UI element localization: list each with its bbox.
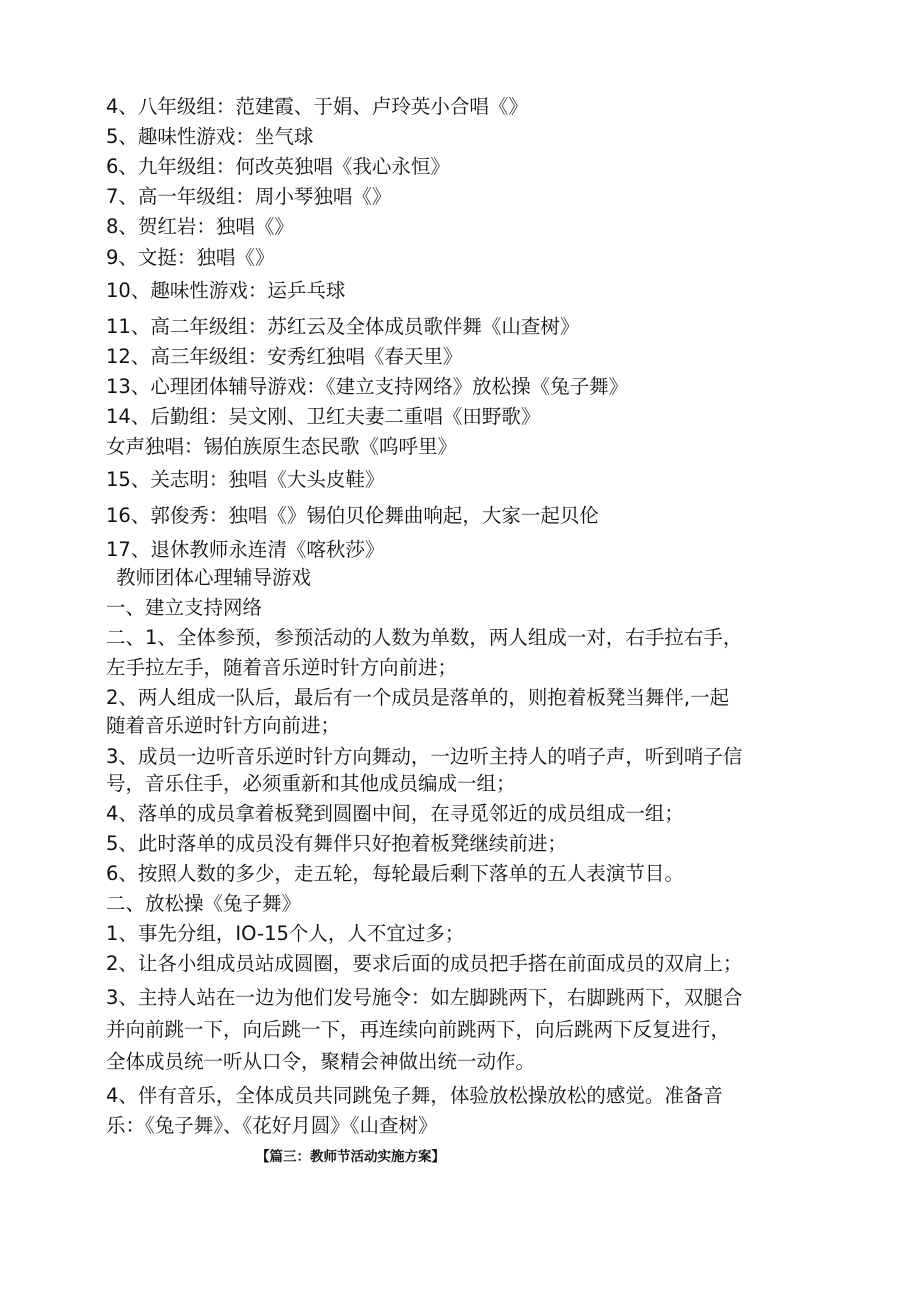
program-item-11: 11、高二年级组：苏红云及全体成员歌伴舞《山查树》 bbox=[106, 315, 580, 338]
body-line: 6、按照人数的多少，走五轮，每轮最后剩下落单的五人表演节目。 bbox=[106, 862, 684, 885]
body-line: 4、伴有音乐，全体成员共同跳兔子舞，体验放松操放松的感觉。准备音 bbox=[106, 1084, 723, 1107]
section-heading: 教师团体心理辅导游戏 bbox=[116, 566, 312, 589]
program-item-16: 16、郭俊秀：独唱《》锡伯贝伦舞曲响起，大家一起贝伦 bbox=[106, 504, 599, 527]
program-item-6: 6、九年级组：何改英独唱《我心永恒》 bbox=[106, 155, 450, 178]
program-item-10: 10、趣味性游戏：运乒乓球 bbox=[106, 279, 346, 302]
subsection-1-heading: 一、建立支持网络 bbox=[106, 596, 263, 619]
program-item-4: 4、八年级组：范建霞、于娟、卢玲英小合唱《》 bbox=[106, 95, 528, 118]
body-line: 4、落单的成员拿着板凳到圆圈中间，在寻觅邻近的成员组成一组； bbox=[106, 802, 684, 825]
body-line: 1、事先分组，IO-15个人，人不宜过多； bbox=[106, 922, 465, 945]
program-item-13: 13、心理团体辅导游戏：《建立支持网络》放松操《兔子舞》 bbox=[106, 375, 629, 398]
program-item-12: 12、高三年级组：安秀红独唱《春天里》 bbox=[106, 345, 463, 368]
program-item-14: 14、后勤组：吴文刚、卫红夫妻二重唱《田野歌》 bbox=[106, 405, 541, 428]
body-line: 左手拉左手，随着音乐逆时针方向前进； bbox=[106, 656, 458, 679]
body-line: 2、两人组成一队后，最后有一个成员是落单的，则抱着板凳当舞伴,一起 bbox=[106, 686, 730, 709]
body-line: 乐：《兔子舞》、《花好月圆》《山查树》 bbox=[106, 1114, 438, 1137]
body-line: 全体成员统一听从口令，聚精会神做出统一动作。 bbox=[106, 1050, 536, 1073]
program-item-8: 8、贺红岩：独唱《》 bbox=[106, 215, 294, 238]
body-line: 随着音乐逆时针方向前进； bbox=[106, 714, 341, 737]
program-item-solo: 女声独唱：锡伯族原生态民歌《呜呼里》 bbox=[106, 435, 458, 458]
next-section-title: 【篇三：教师节活动实施方案】 bbox=[256, 1149, 445, 1165]
body-line: 2、让各小组成员站成圆圈，要求后面的成员把手搭在前面成员的双肩上； bbox=[106, 952, 743, 975]
body-line: 号，音乐住手，必须重新和其他成员编成一组； bbox=[106, 772, 516, 795]
body-line: 二、1、全体参预，参预活动的人数为单数，两人组成一对，右手拉右手， bbox=[106, 626, 743, 649]
body-line: 3、成员一边听音乐逆时针方向舞动，一边听主持人的哨子声，听到哨子信 bbox=[106, 745, 743, 768]
body-line: 3、主持人站在一边为他们发号施令：如左脚跳两下，右脚跳两下，双腿合 bbox=[106, 986, 743, 1009]
program-item-15: 15、关志明：独唱《大头皮鞋》 bbox=[106, 468, 385, 491]
program-item-9: 9、文挺：独唱《》 bbox=[106, 246, 275, 269]
program-item-7: 7、高一年级组：周小琴独唱《》 bbox=[106, 185, 392, 208]
program-item-17: 17、退休教师永连清《喀秋莎》 bbox=[106, 538, 385, 561]
program-item-5: 5、趣味性游戏：坐气球 bbox=[106, 125, 314, 148]
body-line: 5、此时落单的成员没有舞伴只好抱着板凳继续前进； bbox=[106, 832, 567, 855]
body-line: 并向前跳一下，向后跳一下，再连续向前跳两下，向后跳两下反复进行， bbox=[106, 1018, 731, 1041]
subsection-2-heading: 二、放松操《兔子舞》 bbox=[106, 892, 302, 915]
